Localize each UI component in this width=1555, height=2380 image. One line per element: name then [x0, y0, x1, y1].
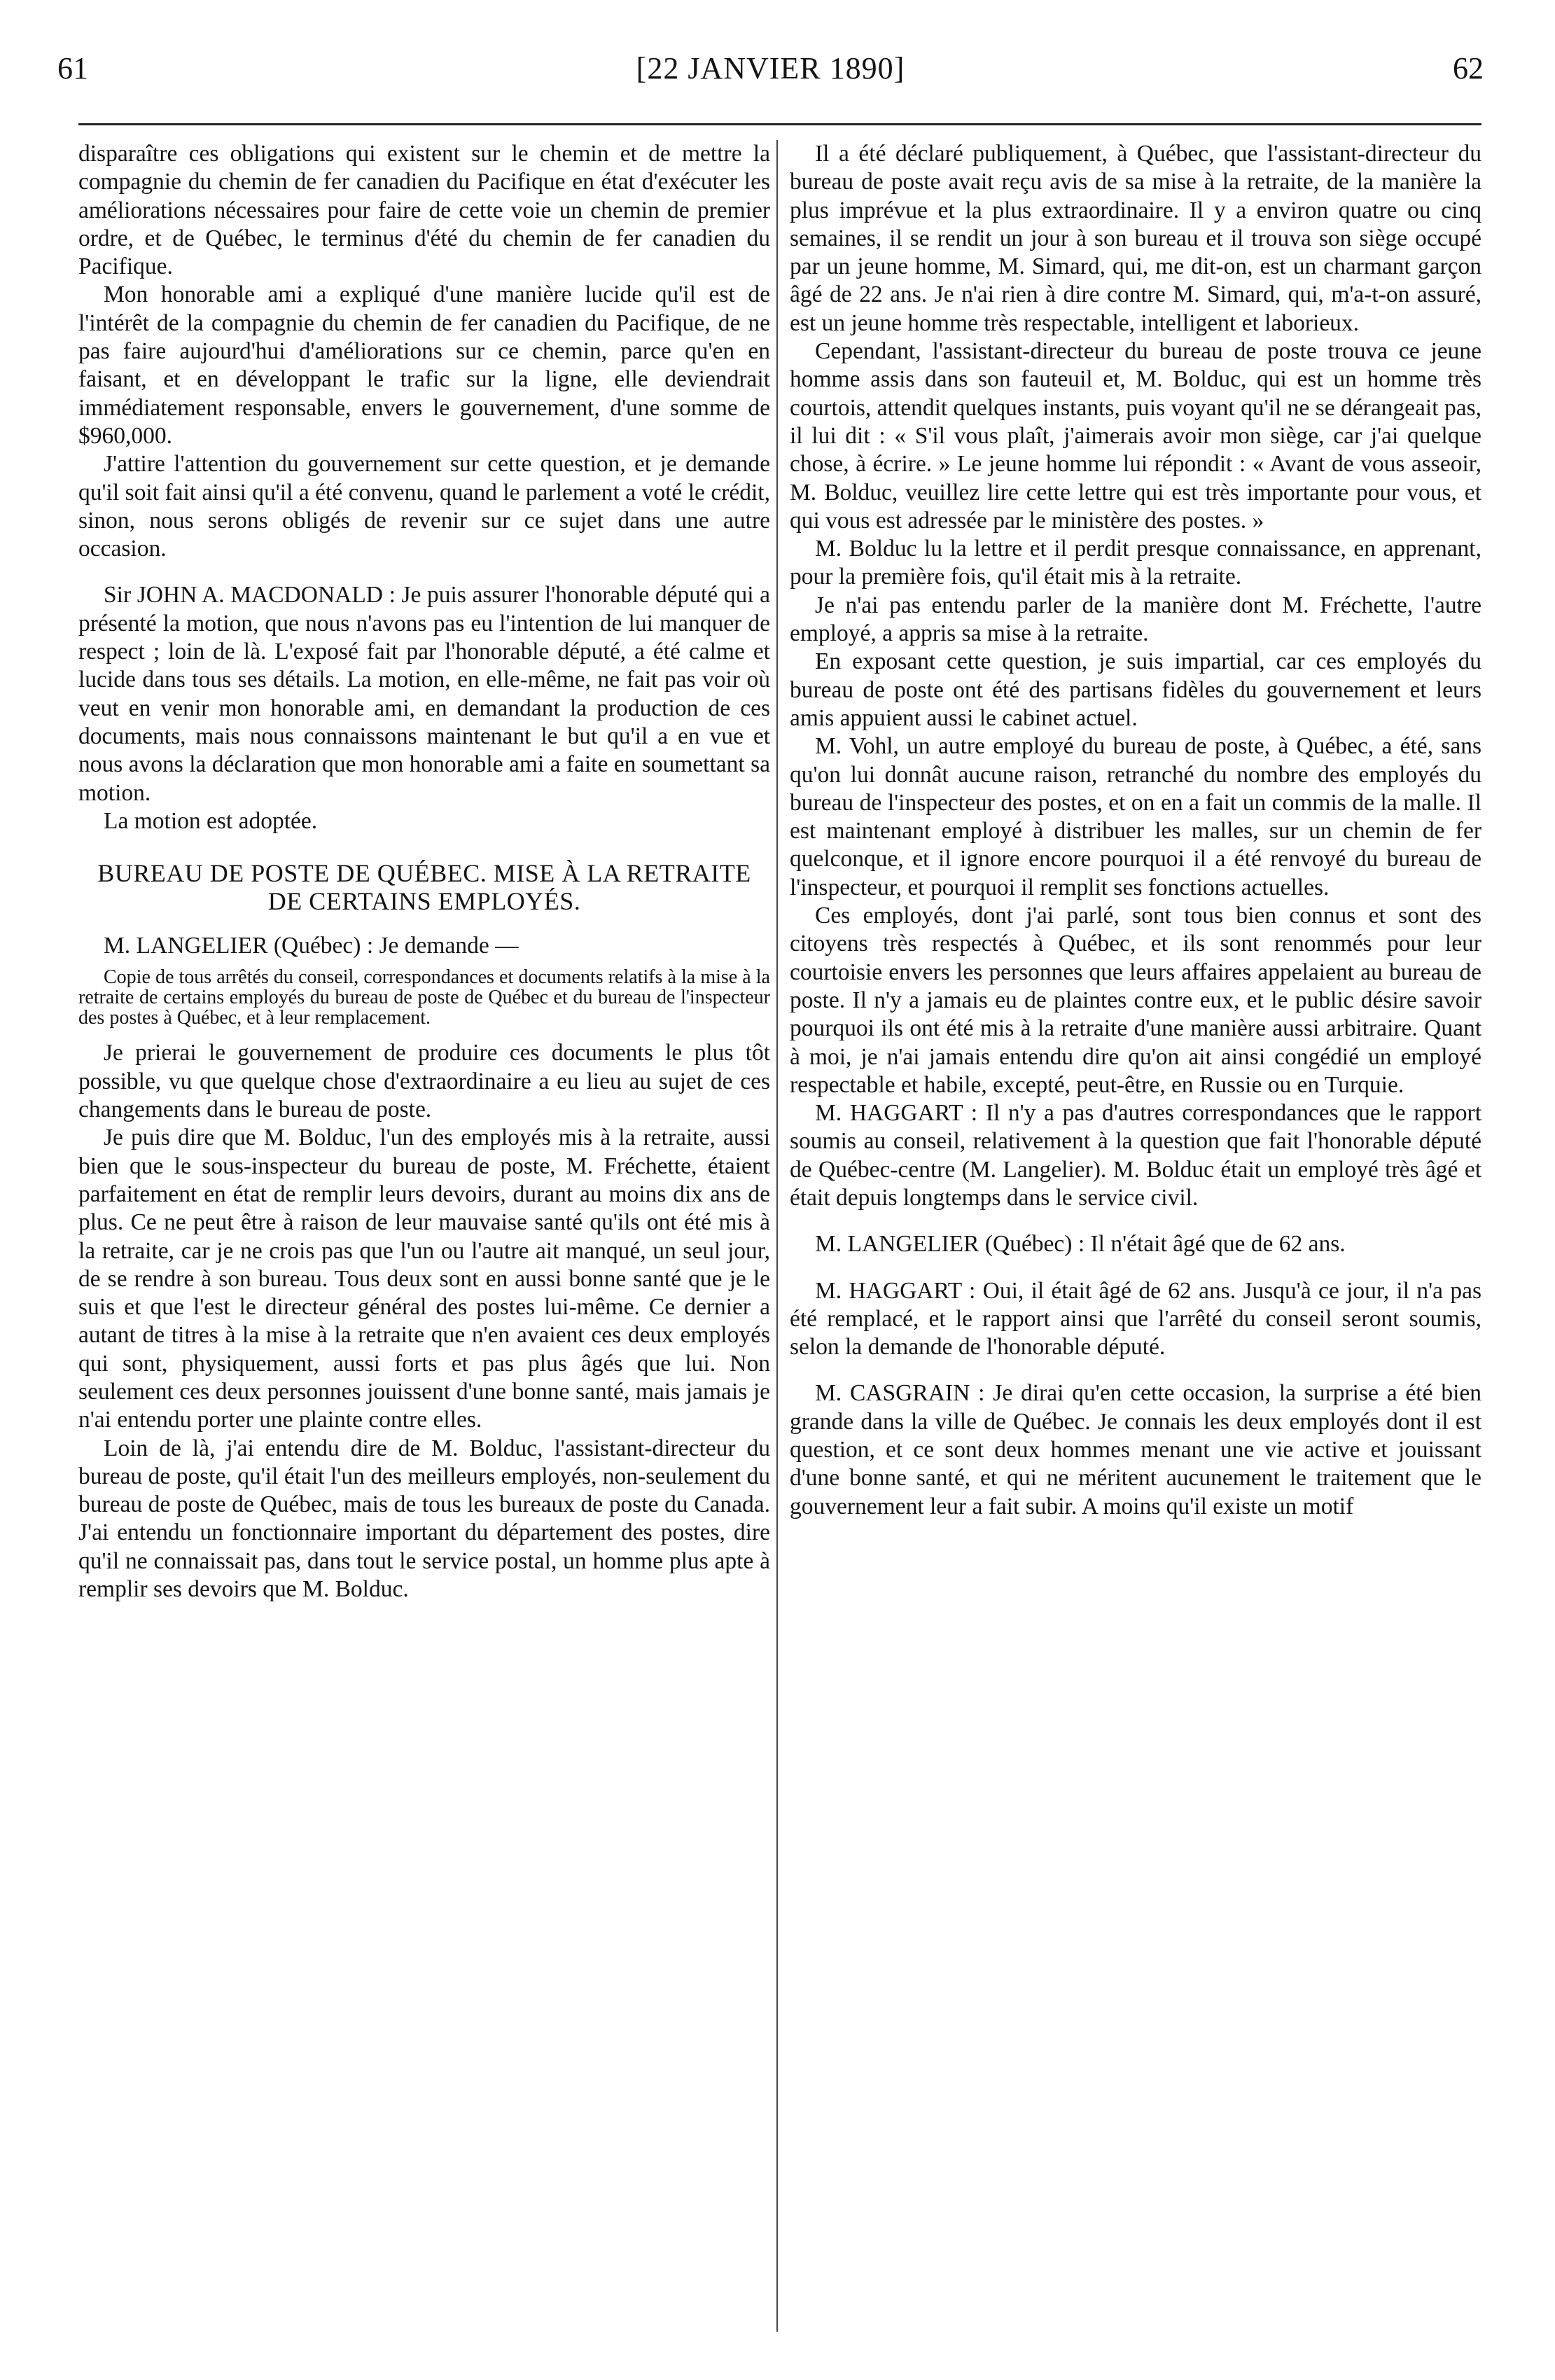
speaker-name: M. CASGRAIN : — [815, 1380, 985, 1407]
motion-text: Copie de tous arrêtés du conseil, correspondances et documents relatifs à la mise à la retraite de certains employés du bureau de poste de Québec et du bureau de l'inspecteur des postes à Québec, et à leur remplacement. — [78, 966, 770, 1029]
paragraph: Cependant, l'assistant-directeur du bureau de poste trouva ce jeune homme assis dans son fauteuil et, M. Bolduc, qui est un homme très courtois, attendit quelques instants, puis voyant qu'il ne se dérangeait pas, il lui dit : « S'il vous plaît, j'aimerais avoir mon siège, car j'ai quelque chose, à écrire. » Le jeune homme lui répondit : « Avant de vous asseoir, M. Bolduc, veuillez lire cette lettre qui est très importante pour vous, et qui vous est adressée par le ministère des postes. » — [790, 338, 1481, 534]
speaker-name: M. LANGELIER (Québec) : — [104, 933, 374, 959]
paragraph: Je puis dire que M. Bolduc, l'un des employés mis à la retraite, aussi bien que le sous-inspecteur du bureau de poste, M. Fréchette, étaient parfaitement en état de remplir leurs devoirs, durant au moins dix ans de plus. Ce ne peut être à raison de leur mauvaise santé qu'ils ont été mis à la retraite, car je ne crois pas que l'un ou l'autre ait manqué, un seul jour, de se rendre à son bureau. Tous deux sont en aussi bonne santé que je le suis et que l'est le directeur général des postes lui-même. Ce dernier a autant de titres à la mise à la retraite que n'en avaient ces deux employés qui sont, physiquement, aussi forts et pas plus âgés que lui. Non seulement ces deux personnes jouissent d'une bonne santé, mais jamais je n'ai entendu porter une plainte contre elles. — [78, 1125, 770, 1433]
speech-paragraph — [790, 1230, 1481, 1258]
page-number-right: 62 — [1453, 51, 1484, 85]
speech-text: Oui, il était âgé de 62 ans. Jusqu'à ce jour, il n'a pas été remplacé, et le rapport ainsi que l'arrêté du conseil seront soumis, selon la demande de l'honorable député. — [790, 1277, 1482, 1361]
speech-paragraph — [78, 581, 770, 807]
speaker-name: M. LANGELIER (Québec) : — [815, 1231, 1085, 1258]
header-rule — [78, 123, 1481, 125]
paragraph: Je n'ai pas entendu parler de la manière dont M. Fréchette, l'autre employé, a appris sa mise à la retraite. — [790, 592, 1481, 647]
section-heading: BUREAU DE POSTE DE QUÉBEC. MISE À LA RETRAITE DE CERTAINS EMPLOYÉS. — [97, 859, 751, 916]
paragraph: Il a été déclaré publiquement, à Québec, que l'assistant-directeur du bureau de poste avait reçu avis de sa mise à la retraite, de la manière la plus imprévue et la plus extraordinaire. Il y a environ quatre ou cinq semaines, il se rendit un jour à son bureau et il trouva son siège occupé par un jeune homme, M. Simard, qui, me dit-on, est un charmant garçon âgé de 22 ans. Je n'ai rien à dire contre M. Simard, qui, m'a-t-on assuré, est un jeune homme très respectable, intelligent et laborieux. — [790, 141, 1481, 336]
paragraph: J'attire l'attention du gouvernement sur cette question, et je demande qu'il soit fait ainsi qu'il a été convenu, quand le parlement a voté le crédit, sinon, nous serons obligés de revenir sur ce sujet dans une autre occasion. — [78, 451, 770, 562]
speech-text: Je dirai qu'en cette occasion, la surprise a été bien grande dans la ville de Québec. Je connais les deux employés dont il est question, et ce sont deux hommes menant une vie active et jouissant d'une bonne santé, et qui ne méritent aucunement le traitement que le gouvernement leur a fait subir. A moins qu'il existe un motif — [790, 1380, 1482, 1519]
paragraph: Loin de là, j'ai entendu dire de M. Bolduc, l'assistant-directeur du bureau de poste, qu'il était l'un des meilleurs employés, non-seulement du bureau de poste de Québec, mais de tous les bureaux de poste du Canada. J'ai entendu un fonctionnaire important du département des postes, dire qu'il ne connaissait pas, dans tout le service postal, un homme plus apte à remplir ses devoirs que M. Bolduc. — [78, 1435, 770, 1603]
speech-paragraph — [790, 1277, 1481, 1362]
left-column — [78, 140, 770, 1603]
page-date: [22 JANVIER 1890] — [636, 51, 905, 85]
paragraph: Je prierai le gouvernement de produire ces documents le plus tôt possible, vu que quelque chose d'extraordinaire a eu lieu au sujet de ces changements dans le bureau de poste. — [78, 1040, 770, 1123]
speech-text: Je puis assurer l'honorable député qui a présenté la motion, que nous n'avons pas eu l'intention de lui manquer de respect ; loin de là. L'exposé fait par l'honorable député, a été calme et lucide dans tous ses détails. La motion, en elle-même, ne fait pas voir où veut en venir mon honorable ami, en demandant la production de ces documents, mais nous connaissons maintenant le but qu'il a en vue et nous avons la déclaration que mon honorable ami a faite en soumettant sa motion. — [78, 582, 770, 806]
paragraph: disparaître ces obligations qui existent sur le chemin et de mettre la compagnie du chemin de fer canadien du Pacifique en état d'exécuter les améliorations nécessaires pour faire de cette voie un chemin de premier ordre, et de Québec, le terminus d'été du chemin de fer canadien du Pacifique. — [78, 141, 770, 280]
speaker-name: M. HAGGART : — [815, 1277, 976, 1304]
right-column — [790, 140, 1481, 1521]
speech-text: Il n'était âgé que de 62 ans. — [1090, 1231, 1346, 1258]
page-number-left: 61 — [57, 51, 88, 85]
speech-paragraph — [78, 932, 770, 960]
speaker-name: Sir JOHN A. MACDONALD : — [104, 582, 396, 608]
paragraph: M. Bolduc lu la lettre et il perdit presque connaissance, en apprenant, pour la première fois, qu'il était mis à la retraite. — [790, 536, 1481, 590]
speech-paragraph — [790, 1099, 1481, 1212]
paragraph: Mon honorable ami a expliqué d'une manière lucide qu'il est de l'intérêt de la compagnie du chemin de fer canadien du Pacifique, de ne pas faire aujourd'hui d'améliorations sur ce chemin, parce qu'en en faisant, et en développant le trafic sur la ligne, elle deviendrait immédiatement responsable, envers le gouvernement, d'une somme de $960,000. — [78, 281, 770, 449]
page-header — [57, 41, 1484, 97]
speech-text: Je demande — — [379, 933, 519, 959]
paragraph: En exposant cette question, je suis impartial, car ces employés du bureau de poste ont été des partisans fidèles du gouvernement et leurs amis appuient aussi le cabinet actuel. — [790, 648, 1481, 731]
speech-text: Il n'y a pas d'autres correspondances que le rapport soumis au conseil, relativement à la question que fait l'honorable député de Québec-centre (M. Langelier). M. Bolduc était un employé très âgé et était depuis longtemps dans le service civil. — [790, 1100, 1481, 1211]
speech-paragraph — [790, 1379, 1481, 1520]
paragraph: La motion est adoptée. — [104, 807, 318, 834]
column-divider — [776, 140, 778, 2332]
paragraph: Ces employés, dont j'ai parlé, sont tous bien connus et sont des citoyens très respectés à Québec, et ils sont renommés pour leur courtoisie envers les personnes que leurs affaires appelaient au bureau de poste. Il n'y a jamais eu de plaintes contre eux, et le public désire savoir pourquoi ils ont été mis à la retraite d'une manière aussi arbitraire. Quant à moi, je n'ai jamais entendu dire qu'on ait ainsi congédié un employé respectable et habile, excepté, peut-être, en Russie ou en Turquie. — [790, 903, 1481, 1098]
paragraph: M. Vohl, un autre employé du bureau de poste, à Québec, a été, sans qu'on lui donnât aucune raison, retranché du nombre des employés du bureau de l'inspecteur des postes, et on en a fait un commis de la malle. Il est maintenant employé à distribuer les malles, sur un chemin de fer quelconque, et il ignore encore pourquoi il a été renvoyé du bureau de l'inspecteur, et pourquoi il remplit ses fonctions actuelles. — [790, 733, 1481, 900]
speaker-name: M. HAGGART : — [815, 1100, 977, 1127]
